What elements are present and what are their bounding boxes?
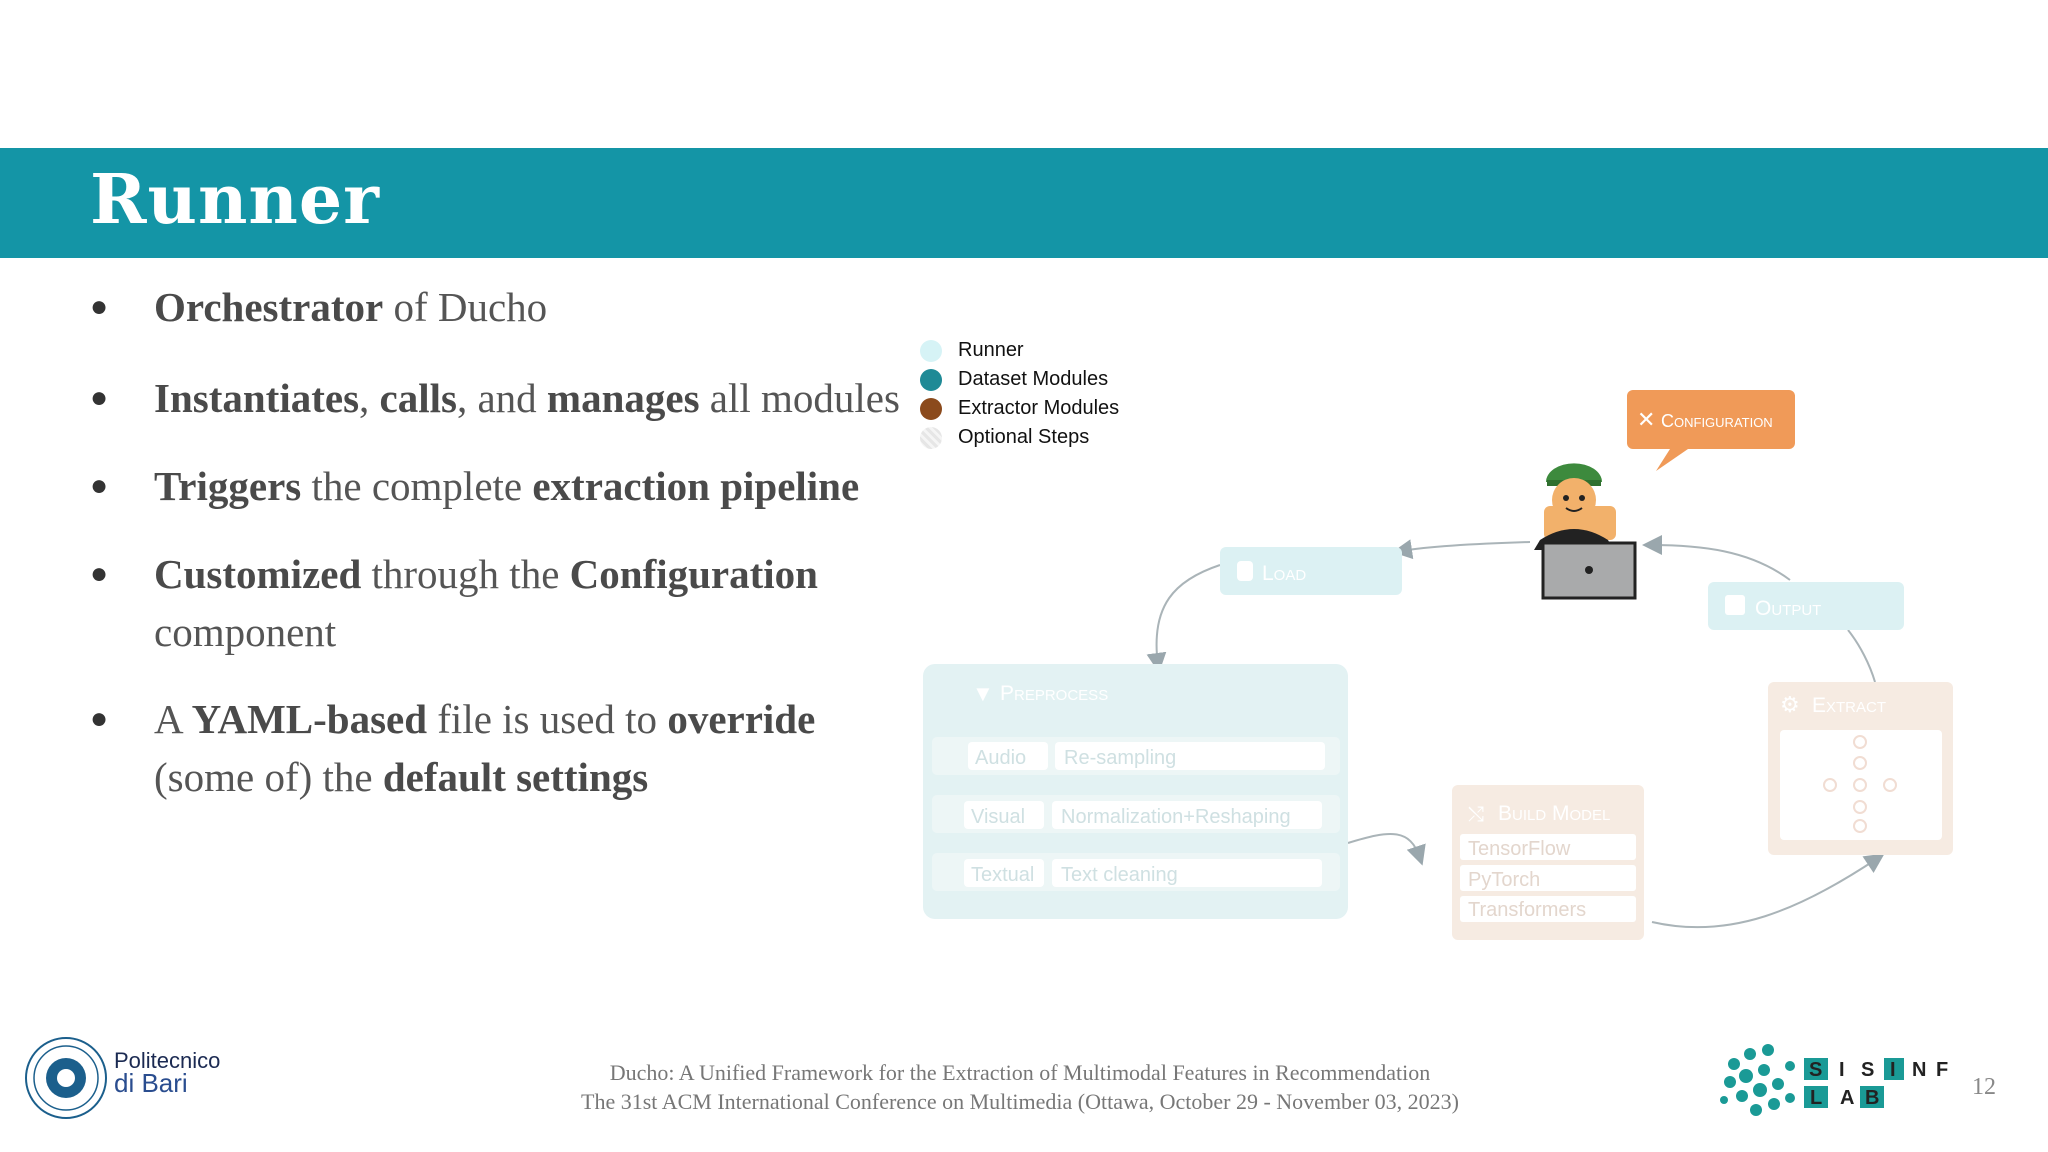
arrow-preprocess-to-build <box>1348 834 1420 858</box>
sisinf-letter: I <box>1839 1059 1845 1081</box>
legend-item-optional: Optional Steps <box>918 423 1119 452</box>
sisinf-letter: S <box>1809 1059 1823 1081</box>
normalization-label: Normalization+Reshaping <box>1061 806 1291 828</box>
framework-transformers: Transformers <box>1468 899 1587 921</box>
molecule-icon <box>1720 1044 1795 1116</box>
pipeline-diagram <box>900 380 1980 960</box>
arrow-extract-to-output <box>1848 630 1875 682</box>
arrow-runner-to-load <box>1400 542 1530 551</box>
slide-title: Runner <box>90 160 380 240</box>
legend-swatch <box>920 340 942 362</box>
bullet-dot: ● <box>90 469 109 502</box>
footer-line-1: Ducho: A Unified Framework for the Extraction of Multimodal Features in Recommendation <box>609 1060 1431 1085</box>
framework-pytorch: PyTorch <box>1468 869 1541 891</box>
build-model-label: Build Model <box>1498 802 1611 825</box>
politecnico-logo <box>24 1036 224 1126</box>
visual-label: Visual <box>971 806 1026 828</box>
bullet-dot: ● <box>90 702 109 735</box>
politecnico-seal-icon <box>24 1036 108 1120</box>
extract-label: Extract <box>1812 694 1887 717</box>
shuffle-icon: ⤭ <box>1468 804 1484 826</box>
sisinf-lab-logo <box>1716 1036 1956 1126</box>
runner-avatar <box>1534 463 1635 598</box>
network-icon <box>1780 730 1942 840</box>
footer-line-2: The 31st ACM International Conference on Multimedia (Ottawa, October 29 - November 03, 2023) <box>581 1089 1459 1114</box>
database-icon <box>1237 561 1253 581</box>
lab-letter: A <box>1840 1087 1855 1109</box>
lab-letter: B <box>1865 1087 1880 1109</box>
resampling-label: Re-sampling <box>1064 747 1177 769</box>
footer-citation <box>540 1058 1500 1116</box>
lab-letter: L <box>1810 1087 1823 1109</box>
sisinf-letter: F <box>1936 1059 1949 1081</box>
bullet-dot: ● <box>90 381 109 414</box>
framework-tensorflow: TensorFlow <box>1468 838 1571 860</box>
textcleaning-label: Text cleaning <box>1061 864 1178 886</box>
sisinf-letter: S <box>1861 1059 1875 1081</box>
bullet-dot: ● <box>90 290 109 323</box>
arrow-load-to-preprocess <box>1157 565 1220 665</box>
legend-item-extractor: Extractor Modules <box>918 394 1119 423</box>
audio-label: Audio <box>975 747 1027 769</box>
load-label: Load <box>1262 562 1307 585</box>
configuration-bubble <box>1627 390 1795 471</box>
sisinf-letter: N <box>1912 1059 1927 1081</box>
gear-icon: ⚙ <box>1780 692 1800 717</box>
sisinf-letter: I <box>1890 1059 1896 1081</box>
legend-item-dataset: Dataset Modules <box>918 365 1119 394</box>
arrow-build-to-extract <box>1652 858 1878 927</box>
tools-icon: ✕ <box>1637 407 1656 432</box>
legend-item-runner: Runner <box>918 336 1119 365</box>
printer-icon <box>1725 595 1745 615</box>
output-label: Output <box>1755 597 1822 620</box>
configuration-label: Configuration <box>1661 411 1773 431</box>
preprocess-label: Preprocess <box>1000 682 1109 705</box>
textual-label: Textual <box>971 864 1035 886</box>
politecnico-name: Politecnico <box>114 1048 221 1073</box>
di-bari-name: di Bari <box>114 1068 188 1098</box>
bullet-dot: ● <box>90 557 109 590</box>
page-number: 12 <box>1972 1074 1996 1100</box>
arrow-output-to-runner <box>1650 545 1790 580</box>
filter-icon: ▼ <box>972 681 994 706</box>
